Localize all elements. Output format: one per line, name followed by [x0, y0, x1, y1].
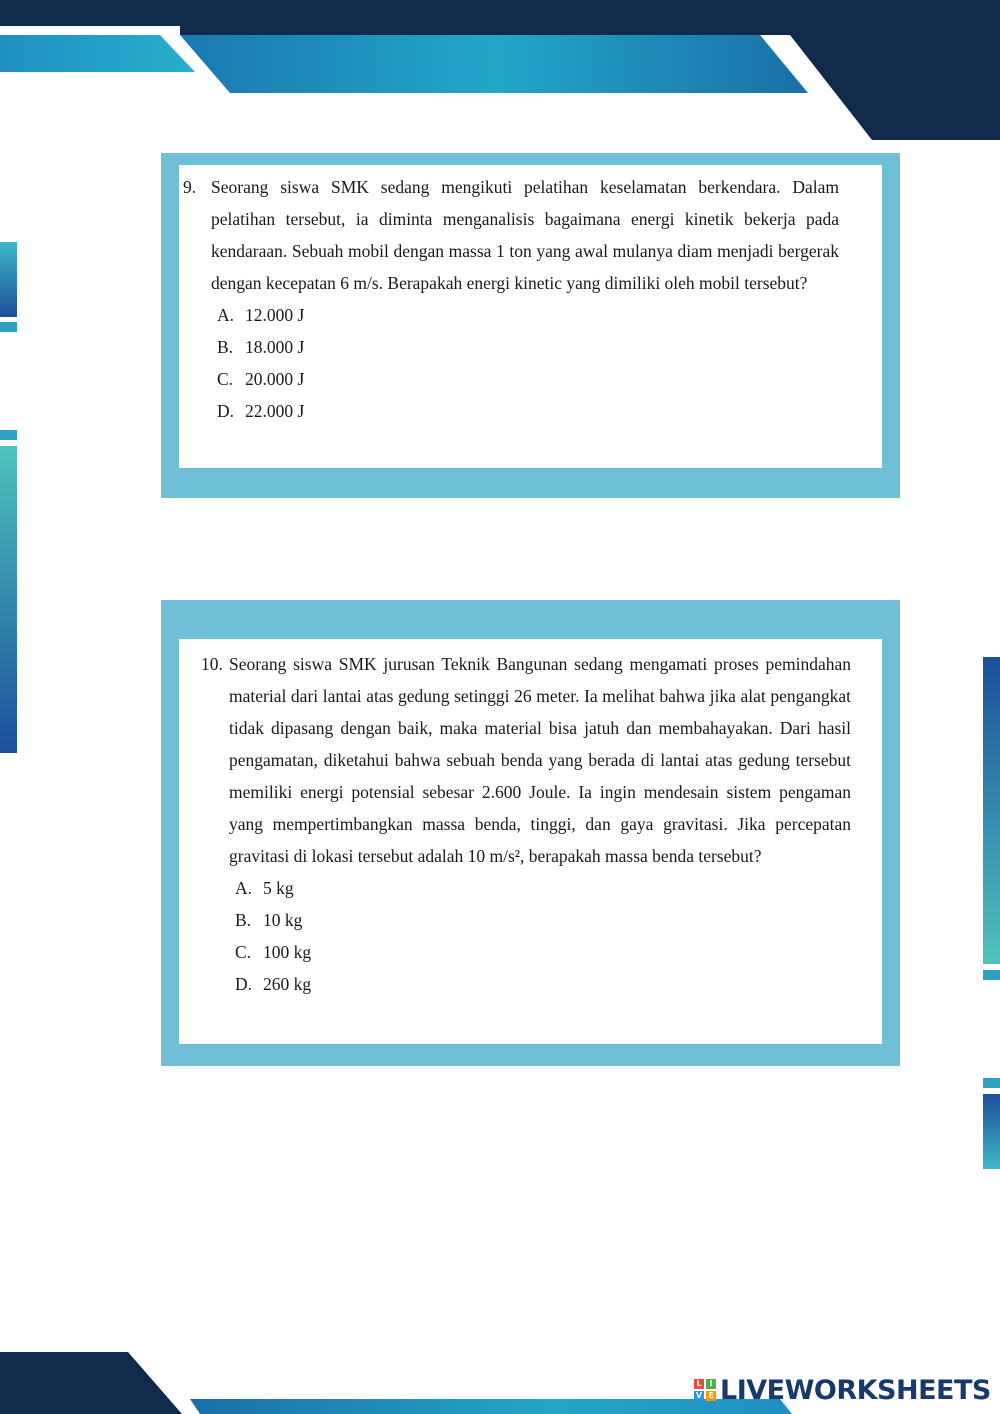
left-strip-2: [0, 322, 17, 332]
logo-text: LIVEWORKSHEETS: [720, 1374, 991, 1406]
option-letter: B.: [235, 910, 252, 930]
option-text: 100 kg: [263, 942, 312, 962]
right-strip-1: [983, 657, 1000, 964]
right-strip-2: [983, 970, 1000, 980]
option-letter: C.: [217, 369, 234, 389]
logo-mark-letter: L: [694, 1379, 704, 1389]
right-strip-3: [983, 1078, 1000, 1088]
option-letter: C.: [235, 942, 252, 962]
option-d[interactable]: [235, 968, 851, 1000]
option-text: 22.000 J: [245, 401, 305, 421]
header-decoration: [0, 0, 1000, 140]
question-text: Seorang siswa SMK jurusan Teknik Bangunan sedang mengamati proses pemindahan material dari lantai atas gedung setinggi 26 meter. Ia melihat bahwa jika alat pengangkat tidak dipasang dengan baik, maka material bisa jatuh dan membahayakan. Dari hasil pengamatan, diketahui bahwa sebuah benda yang berada di lantai atas gedung tersebut memiliki energi potensial sebesar 2.600 Joule. Ia ingin mendesain sistem pengaman yang mempertimbangkan massa benda, tinggi, dan gaya gravitasi. Jika percepatan gravitasi di lokasi tersebut adalah 10 m/s², berapakah massa benda tersebut?: [229, 654, 851, 866]
option-letter: A.: [235, 878, 253, 898]
option-text: 260 kg: [263, 974, 312, 994]
option-b[interactable]: [217, 331, 839, 363]
left-strip-4: [0, 446, 17, 753]
question-9: [183, 171, 839, 427]
left-strip-1: [0, 242, 17, 317]
question-panel-9: [161, 153, 900, 498]
question-number: 9.: [183, 177, 197, 197]
left-strip-3: [0, 430, 17, 440]
question-panel-10: [161, 600, 900, 1066]
option-a[interactable]: [217, 299, 839, 331]
option-c[interactable]: [235, 936, 851, 968]
option-letter: A.: [217, 305, 235, 325]
question-card-10: [179, 639, 882, 1044]
question-text: Seorang siswa SMK sedang mengikuti pelatihan keselamatan berkendara. Dalam pelatihan tersebut, ia diminta menganalisis bagaimana energi kinetik bekerja pada kendaraan. Sebuah mobil dengan massa 1 ton yang awal mulanya diam menjadi bergerak dengan kecepatan 6 m/s. Berapakah energi kinetic yang dimiliki oleh mobil tersebut?: [211, 177, 839, 293]
answer-options: [235, 872, 851, 1000]
question-number: 10.: [201, 654, 223, 674]
right-strip-4: [983, 1094, 1000, 1169]
logo-mark-letter: E: [706, 1391, 716, 1401]
option-text: 18.000 J: [245, 337, 305, 357]
option-a[interactable]: [235, 872, 851, 904]
option-d[interactable]: [217, 395, 839, 427]
logo-mark-letter: V: [695, 1391, 703, 1400]
option-letter: B.: [217, 337, 234, 357]
option-b[interactable]: [235, 904, 851, 936]
question-10: [201, 648, 851, 1000]
option-text: 20.000 J: [245, 369, 305, 389]
question-card-9: [179, 165, 882, 468]
option-text: 12.000 J: [245, 305, 305, 325]
option-text: 5 kg: [263, 878, 294, 898]
option-letter: D.: [235, 974, 253, 994]
answer-options: [217, 299, 839, 427]
logo-mark-letter: I: [706, 1379, 716, 1389]
logo-mark-icon: [694, 1379, 716, 1401]
option-letter: D.: [217, 401, 235, 421]
liveworksheets-logo[interactable]: [694, 1376, 991, 1404]
option-c[interactable]: [217, 363, 839, 395]
option-text: 10 kg: [263, 910, 303, 930]
